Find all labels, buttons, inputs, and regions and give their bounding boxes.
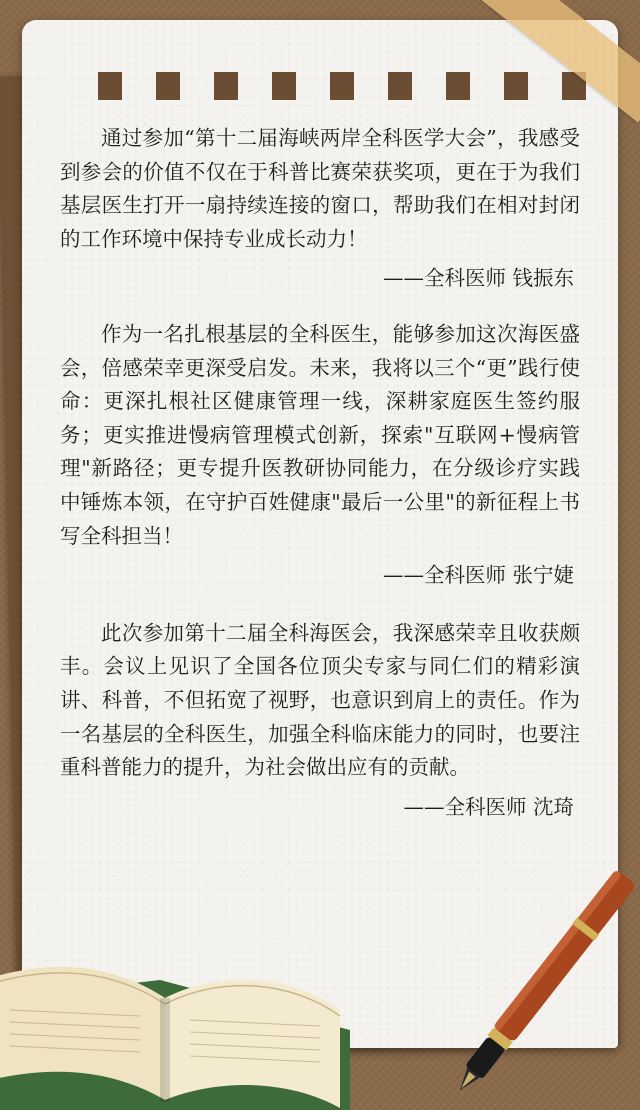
testimonial-signature: ——全科医师 沈琦 [403,794,574,819]
book-illustration [0,940,350,1110]
binder-hole-icon [272,72,296,100]
testimonial-paragraph: 通过参加“第十二届海峡两岸全科医学大会”，我感受到参会的价值不仅在于科普比赛荣获奖项，更在于为我们基层医生打开一扇持续连接的窗口，帮助我们在相对封闭的工作环境中保持专业成长动力！ [60,126,580,251]
binder-hole-icon [504,72,528,100]
binder-hole-icon [156,72,180,100]
binder-hole-icon [330,72,354,100]
binder-holes [98,72,588,100]
binder-hole-icon [446,72,470,100]
testimonial-signature: ——全科医师 张宁婕 [382,563,574,588]
testimonial-signature: ——全科医师 钱振东 [382,266,574,291]
binder-hole-icon [388,72,412,100]
letter-content [60,122,580,824]
testimonial-paragraph: 此次参加第十二届全科海医会，我深感荣幸且收获颇丰。会议上见识了全国各位顶尖专家与同仁们的精彩演讲、科普，不但拓宽了视野，也意识到肩上的责任。作为一名基层的全科医生，加强全科临床能力的同时，也要注重科普能力的提升，为社会做出应有的贡献。 [60,620,580,780]
binder-hole-icon [214,72,238,100]
testimonial-paragraph: 作为一名扎根基层的全科医生，能够参加这次海医盛会，倍感荣幸更深受启发。未来，我将以三个“更”践行使命：更深扎根社区健康管理一线，深耕家庭医生签约服务；更实推进慢病管理模式创新，探索"互联网+慢病管理"新路径；更专提升医教研协同能力，在分级诊疗实践中锤炼本领，在守护百姓健康"最后一公里"的新征程上书写全科担当！ [60,321,580,548]
pen-illustration [430,840,640,1096]
binder-hole-icon [98,72,122,100]
